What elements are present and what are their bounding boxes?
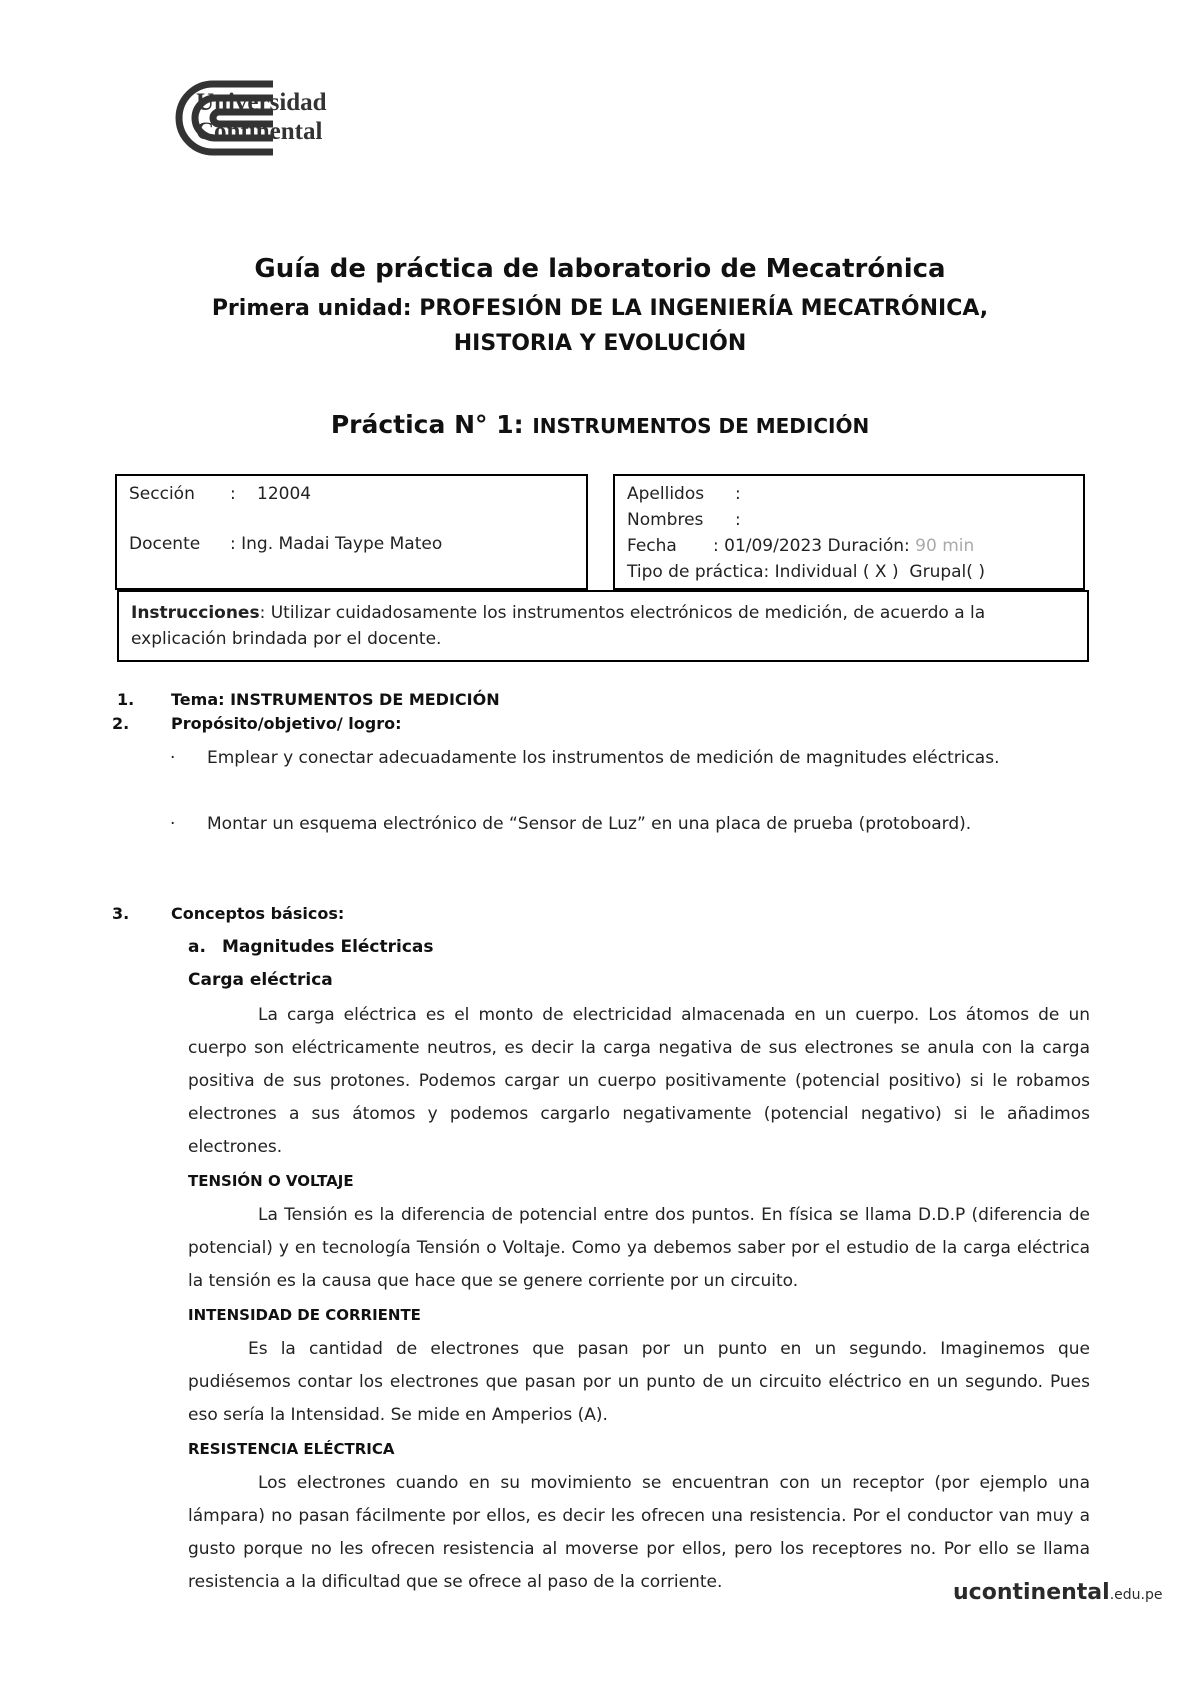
resistencia-text: Los electrones cuando en su movimiento se encuentran con un receptor (por ejemplo una lámpara) no pasan fácilmente por ellos, es decir les ofrecen una resistencia. Por el conductor van muy a gusto porque no les ofrecen resistencia al moverse por ellos, pero los receptores no. Por ello se llama resistencia a la dificultad que se ofrece al paso de la corriente.: [188, 1473, 1090, 1592]
section-1-value: INSTRUMENTOS DE MEDICIÓN: [230, 690, 500, 709]
unit-subtitle: HISTORIA Y EVOLUCIÓN: [453, 331, 747, 356]
guide-title: Guía de práctica de laboratorio de Mecatrónica: [254, 254, 946, 284]
grupal-mark: ( ): [966, 562, 985, 582]
intensidad-title: INTENSIDAD DE CORRIENTE: [188, 1306, 421, 1324]
carga-paragraph: [188, 999, 1090, 1164]
section-1-heading: [171, 690, 500, 709]
resistencia-title: RESISTENCIA ELÉCTRICA: [188, 1440, 395, 1458]
tension-paragraph: [188, 1199, 1090, 1298]
section-3-number: 3.: [112, 904, 130, 923]
docente-label: Docente: [129, 534, 201, 554]
subsection-a-title: Magnitudes Eléctricas: [222, 937, 434, 957]
logo-line-2: Continental: [196, 118, 323, 145]
fecha-label: Fecha: [627, 536, 677, 556]
subsection-a-letter: a.: [188, 937, 206, 957]
seccion-value: 12004: [257, 484, 312, 504]
unit-title: Primera unidad: PROFESIÓN DE LA INGENIERÍA MECATRÓNICA,: [211, 296, 989, 321]
carga-title: Carga eléctrica: [188, 970, 333, 990]
apellidos-label: Apellidos: [627, 484, 705, 504]
nombres-label: Nombres: [627, 510, 704, 530]
footer-brand: [953, 1580, 1162, 1605]
practice-label: Práctica N° 1:: [330, 410, 524, 439]
carga-text: La carga eléctrica es el monto de electricidad almacenada en un cuerpo. Los átomos de un cuerpo son eléctricamente neutros, es decir la carga negativa de sus electrones se anula con la carga positiva de sus protones. Podemos cargar un cuerpo positivamente (potencial positivo) si le robamos electrones a sus átomos y podemos cargarlo negativamente (potencial negativo) si le añadimos electrones.: [188, 1005, 1090, 1157]
tipo-label: Tipo de práctica: Individual: [627, 562, 858, 582]
seccion-separator: :: [230, 484, 236, 504]
fecha-date: : 01/09/2023 Duración:: [713, 536, 910, 556]
section-1-label: Tema:: [171, 690, 225, 709]
individual-mark: ( X ): [862, 562, 899, 582]
logo-line-1: Universidad: [196, 89, 327, 116]
university-name: [196, 88, 327, 146]
instructions-box: [117, 590, 1089, 662]
fecha-value: [713, 536, 974, 556]
tension-title: TENSIÓN O VOLTAJE: [188, 1172, 354, 1190]
intensidad-paragraph: [188, 1333, 1090, 1432]
tension-text: La Tensión es la diferencia de potencial entre dos puntos. En física se llama D.D.P (diferencia de potencial) y en tecnología Tensión o Voltaje. Como ya debemos saber por el estudio de la carga eléctrica la tensión es la causa que hace que se genere corriente por un circuito.: [188, 1205, 1090, 1291]
footer-brand-name: ucontinental: [953, 1580, 1110, 1605]
bullet-marker-2: ·: [170, 814, 176, 834]
apellidos-separator: :: [735, 484, 741, 504]
section-2-label: Propósito/objetivo/ logro:: [171, 714, 402, 733]
duracion-value: 90 min: [915, 536, 975, 556]
section-3-label: Conceptos básicos:: [171, 904, 345, 923]
objective-bullet-2: Montar un esquema electrónico de “Sensor de Luz” en una placa de prueba (protoboard).: [207, 814, 972, 834]
bullet-marker-1: ·: [170, 748, 176, 768]
section-1-number: 1.: [117, 690, 135, 709]
objective-bullet-1: Emplear y conectar adecuadamente los instrumentos de medición de magnitudes eléctricas.: [207, 748, 1000, 768]
student-info-box: [613, 474, 1085, 590]
instructions-text-1: : Utilizar cuidadosamente los instrumentos electrónicos de medición, de acuerdo a la: [259, 603, 986, 623]
nombres-separator: :: [735, 510, 741, 530]
section-info-box: [115, 474, 588, 590]
grupal-label: Grupal: [909, 562, 967, 582]
instructions-text-2: explicación brindada por el docente.: [131, 629, 442, 649]
intensidad-text: Es la cantidad de electrones que pasan por un punto en un segundo. Imaginemos que pudiésemos contar los electrones que pasan por un punto de un circuito eléctrico en un segundo. Pues eso sería la Intensidad. Se mide en Amperios (A).: [188, 1339, 1090, 1425]
footer-domain: .edu.pe: [1109, 1587, 1163, 1603]
practice-topic: INSTRUMENTOS DE MEDICIÓN: [532, 414, 870, 438]
practice-title: [0, 410, 1200, 439]
section-2-number: 2.: [112, 714, 130, 733]
docente-value: : Ing. Madai Taype Mateo: [230, 534, 443, 554]
tipo-practica: [627, 562, 985, 582]
instructions-label: Instrucciones: [131, 603, 260, 623]
seccion-label: Sección: [129, 484, 195, 504]
